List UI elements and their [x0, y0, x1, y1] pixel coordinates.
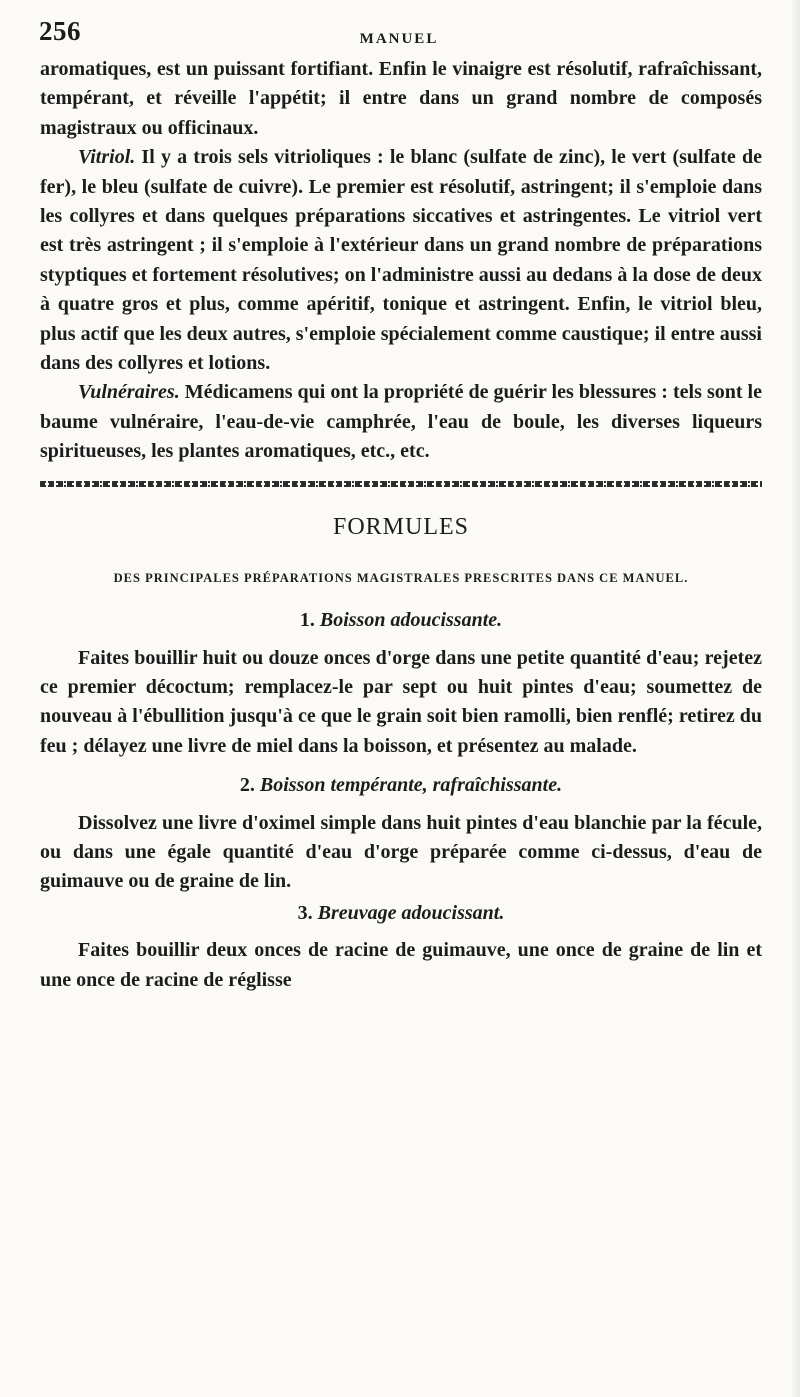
term-vulneraires: Vulnéraires.: [78, 381, 180, 404]
page-edge-shadow: [790, 0, 800, 1397]
formula-text-2: Dissolvez une livre d'oximel simple dans huit pintes d'eau blanchie par la fécule, ou dans une égale quantité d'eau d'orge préparée comme ci-dessus, d'eau de guimauve ou de graine de lin.: [40, 811, 762, 893]
paragraph-continued: aromatiques, est un puissant fortifiant. Enfin le vinaigre est résolutif, rafraîchissant, tempérant, et réveille l'appétit; il entre dans un grand nombre de composés magistraux ou officinaux.: [40, 58, 762, 139]
section-subtitle: DES PRINCIPALES PRÉPARATIONS MAGISTRALES PRESCRITES DANS CE MANUEL.: [113, 571, 689, 586]
vulneraires-text: Médicamens qui ont la propriété de guérir les blessures : tels sont le baume vulnéraire, l'eau-de-vie camphrée, l'eau de boule, les diverses liqueurs spiritueuses, les plantes aromatiques, etc., etc.: [40, 381, 762, 463]
formula-number: 1.: [299, 609, 315, 632]
formula-heading-3: [40, 899, 762, 928]
formula-number: 3.: [297, 901, 313, 924]
page-header: [39, 16, 759, 56]
formula-text-3: Faites bouillir deux onces de racine de guimauve, une once de graine de lin et une once de racine de réglisse: [40, 939, 762, 991]
ornamental-divider: [40, 481, 762, 487]
paragraph-vulneraires: [40, 378, 762, 466]
vitriol-text: Il y a trois sels vitrioliques : le blanc (sulfate de zinc), le vert (sulfate de fer), le bleu (sulfate de cuivre). Le premier est résolutif, astringent; il s'emploie dans les collyres et dans quelques préparations siccatives et astringentes. Le vitriol vert est très astringent ; il s'emploie à l'extérieur dans un grand nombre de préparations styptiques et fortement résolutives; on l'administre aussi au dedans à la dose de deux à quatre gros et plus, comme apéritif, tonique et astringent. Enfin, le vitriol bleu, plus actif que les deux autres, s'emploie spécialement comme caustique; il entre aussi dans des collyres et lotions.: [40, 146, 762, 375]
formula-text-1: Faites bouillir huit ou douze onces d'orge dans une petite quantité d'eau; rejetez ce premier décoctum; remplacez-le par sept ou huit pintes d'eau; soumettez de nouveau à l'ébullition jusqu'à ce que le grain soit bien ramolli, bien renflé; retirez du feu ; délayez une livre de miel dans la boisson, et présentez au malade.: [40, 646, 762, 757]
formula-heading-1: [40, 606, 762, 635]
formula-title: Breuvage adoucissant.: [317, 901, 505, 924]
running-head: MANUEL: [359, 31, 439, 47]
term-vitriol: Vitriol.: [78, 146, 136, 169]
formula-number: 2.: [239, 774, 255, 797]
formula-title: Boisson adoucissante.: [319, 609, 503, 632]
section-title: FORMULES: [332, 513, 470, 540]
formula-heading-2: [40, 771, 762, 800]
paragraph-vitriol: [40, 143, 762, 378]
page-number: 256: [39, 16, 81, 46]
page-body: [40, 55, 762, 995]
formula-title: Boisson tempérante, rafraîchissante.: [259, 774, 563, 797]
